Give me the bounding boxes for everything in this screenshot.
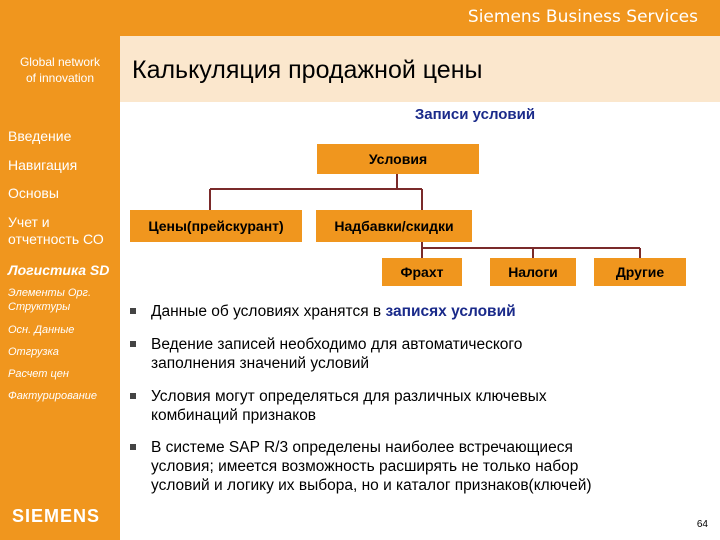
diagram-freight-box: Фрахт xyxy=(382,258,462,286)
diagram-prices-box: Цены(прейскурант) xyxy=(130,210,302,242)
sidebar-subitem-org-line1: Элементы Орг. xyxy=(8,287,92,299)
tagline-line2: of innovation xyxy=(25,71,95,85)
diagram-root-box: Условия xyxy=(317,144,479,174)
sidebar-item-basics[interactable]: Основы xyxy=(8,185,59,201)
bullet-line: комбинаций признаков xyxy=(151,407,317,424)
bullet-marker xyxy=(130,393,136,399)
sidebar-item-logistics-sd[interactable]: Логистика SD xyxy=(8,262,110,278)
bullet-marker xyxy=(130,444,136,450)
bullet-line: заполнения значений условий xyxy=(151,355,370,372)
bullet-line: условия; имеется возможность расширять не только набор xyxy=(151,458,579,475)
diagram-surcharges-box: Надбавки/скидки xyxy=(316,210,472,242)
sidebar-subitem-master-data[interactable]: Осн. Данные xyxy=(8,324,75,336)
sidebar-subitem-billing[interactable]: Фактурирование xyxy=(8,390,97,402)
diagram-others-box: Другие xyxy=(594,258,686,286)
bullet-marker xyxy=(130,341,136,347)
bullet-line: Условия могут определяться для различных ключевых xyxy=(151,388,547,405)
page-title: Калькуляция продажной цены xyxy=(132,56,483,84)
brand-name: Siemens Business Services xyxy=(467,7,698,27)
bullet-marker xyxy=(130,308,136,314)
sidebar-subitem-shipping[interactable]: Отгрузка xyxy=(8,346,59,358)
bullet-text-prefix: Данные об условиях хранятся в xyxy=(151,303,386,320)
sidebar-item-accounting-line2: отчетность СО xyxy=(8,231,104,247)
sidebar-item-accounting-line1: Учет и xyxy=(8,214,50,230)
sidebar-item-navigation[interactable]: Навигация xyxy=(8,157,78,173)
tagline-line1: Global network xyxy=(19,55,101,69)
page-number: 64 xyxy=(696,519,708,530)
siemens-logo: SIEMENS xyxy=(12,506,101,526)
section-subtitle: Записи условий xyxy=(414,106,536,123)
bullet-text xyxy=(151,335,522,373)
bullet-line: Ведение записей необходимо для автоматического xyxy=(151,336,523,353)
diagram-taxes-box: Налоги xyxy=(490,258,576,286)
bullet-line: В системе SAP R/3 определены наиболее встречающиеся xyxy=(151,439,573,456)
bullet-text xyxy=(151,387,547,425)
bullet-text xyxy=(151,438,592,495)
bullet-text-accent: записях условий xyxy=(385,303,516,320)
sidebar-subitem-org-line2: Структуры xyxy=(8,301,71,313)
sidebar-item-intro[interactable]: Введение xyxy=(8,128,72,144)
bullet-line: условий и логику их выбора, но и каталог признаков(ключей) xyxy=(151,477,592,494)
bullet-text xyxy=(151,302,516,321)
sidebar-subitem-pricing[interactable]: Расчет цен xyxy=(8,368,69,380)
